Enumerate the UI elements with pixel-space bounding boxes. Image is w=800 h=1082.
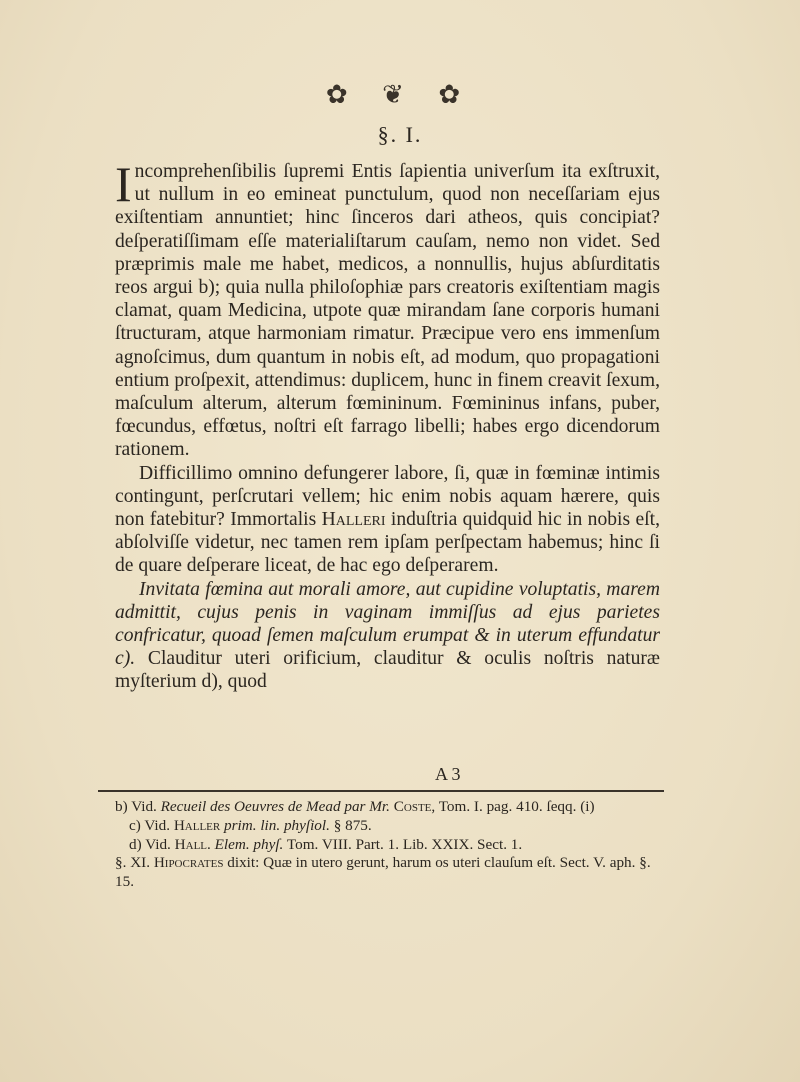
paragraph-3: Invitata fœmina aut morali amore, aut cupidine voluptatis, marem admittit, cujus penis in vaginam immiſſus ad ejus parietes confricatur, quoad ſemen maſculum erumpat & in uterum effundatur c). Clauditur uteri orificium, clauditur & oculis noſtris naturæ myſterium d), quod <box>115 578 660 693</box>
footnote-b: b) Vid. Recueil des Oeuvres de Mead par Mr. Coste, Tom. I. pag. 410. ſeqq. (i) <box>115 798 595 815</box>
section-heading: §. I. <box>377 122 423 147</box>
main-text <box>115 156 660 694</box>
italic-quote: Invitata fœmina aut morali amore, aut cupidine voluptatis, marem admittit, cujus penis in vaginam immiſſus ad ejus parietes confricatur, quoad ſemen maſculum erumpat & in uterum effundatur c). <box>115 578 660 670</box>
ornament-header: ✿ ❦ ✿ <box>325 80 475 109</box>
drop-cap: I <box>115 156 132 212</box>
footnotes <box>115 798 670 892</box>
author-name: Halleri <box>321 509 386 531</box>
footnote-c: c) Vid. Haller prim. lin. phyſiol. § 875. <box>129 816 372 834</box>
signature-line <box>115 764 660 786</box>
paragraph-2: Difficillimo omnino defungerer labore, ſi, quæ in fœminæ intimis contingunt, perſcrutari vellem; hic enim nobis aquam hærere, quis non fatebitur? Immortalis Halleri induſtria quidquid hic in nobis eſt, abſolviſſe videtur, nec tamen rem ipſam perſpectam habemus; hinc ſi de quare deſperare liceat, de hac ego deſperarem. <box>115 462 660 577</box>
paragraph-1: Incomprehenſibilis ſupremi Entis ſapientia univerſum ita exſtruxit, ut nullum in eo emineat punctulum, quod non neceſſariam ejus exiſtentiam annuntiet; hinc ſinceros dari atheos, quis concipiat? deſperatiſſimam eſſe materialiſtarum cauſam, nemo non videt. Sed præprimis male me habet, medicos, a nonnullis, hujus abſurditatis reos argui b); quia nulla philoſophiæ pars creatoris exiſtentiam magis clamat, quam Medicina, utpote quæ mirandam ſane corporis humani ſtructuram, atque harmoniam rimatur. Præcipue vero ens immenſum agnoſcimus, dum quantum in nobis eſt, ad modum, quo propagationi entium proſpexit, attendimus: duplicem, hunc in finem creavit ſexum, maſculum alterum, alterum fœmininum. Fœmininus infans, puber, fœcundus, effœtus, noſtri eſt farrago libelli; habes ergo dicendorum rationem. <box>115 156 660 461</box>
footnote-rule <box>98 790 664 792</box>
signature-mark: A 3 <box>435 764 461 784</box>
footnote-d: d) Vid. Hall. Elem. phyſ. Tom. VIII. Part. 1. Lib. XXIX. Sect. 1. <box>129 835 523 853</box>
footnote-d-continued: §. XI. Hipocrates dixit: Quæ in utero gerunt, harum os uteri clauſum eſt. Sect. V. aph. §. 15. <box>115 854 651 891</box>
